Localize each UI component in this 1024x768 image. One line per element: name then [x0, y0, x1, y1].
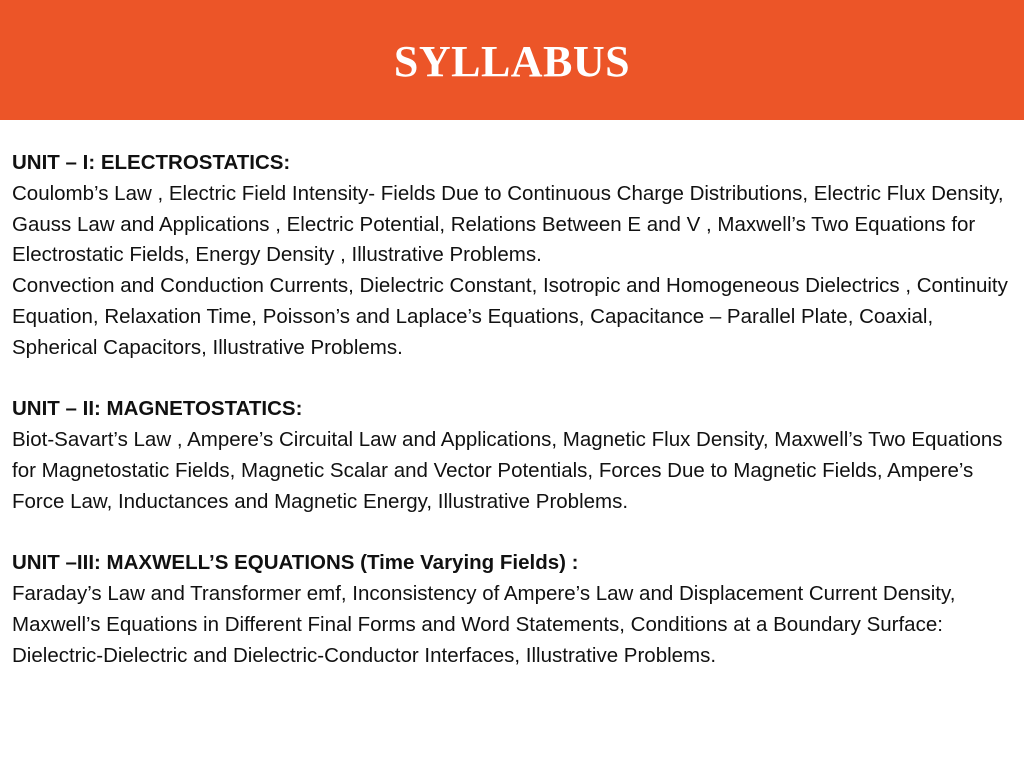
title-banner [0, 0, 1024, 120]
unit-3-title: UNIT –III: MAXWELL’S EQUATIONS (Time Varying Fields) : [12, 551, 579, 575]
slide-title: SYLLABUS [393, 37, 631, 86]
unit-3-paragraph-1: Faraday’s Law and Transformer emf, Inconsistency of Ampere’s Law and Displacement Current Density, Maxwell’s Equations in Different Final Forms and Word Statements, Conditions at a Boundary Surface: Dielectric-Dielectric and Dielectric-Conductor Interfaces, Illustrative Problems. [12, 582, 956, 667]
unit-1-paragraph-2: Convection and Conduction Currents, Dielectric Constant, Isotropic and Homogeneous Dielectrics , Continuity Equation, Relaxation Time, Poisson’s and Laplace’s Equations, Capacitance – Parallel Plate, Coaxial, Spherical Capacitors, Illustrative Problems. [12, 274, 1008, 359]
syllabus-content [12, 148, 1012, 702]
unit-1-title: UNIT – I: ELECTROSTATICS: [12, 151, 291, 174]
unit-1-paragraph-1: Coulomb’s Law , Electric Field Intensity- Fields Due to Continuous Charge Distributions, Electric Flux Density, Gauss Law and Applications , Electric Potential, Relations Between E and V , Maxwell’s Two Equations for Electrostatic Fields, Energy Density , Illustrative Problems. [12, 181, 1004, 267]
unit-2-title: UNIT – II: MAGNETOSTATICS: [12, 397, 303, 421]
unit-2-section [12, 394, 1012, 517]
unit-2-paragraph-1: Biot-Savart’s Law , Ampere’s Circuital Law and Applications, Magnetic Flux Density, Maxwell’s Two Equations for Magnetostatic Fields, Magnetic Scalar and Vector Potentials, Forces Due to Magnetic Fields, Ampere’s Force Law, Inductances and Magnetic Energy, Illustrative Problems. [12, 428, 1003, 513]
unit-1-section [12, 148, 1012, 364]
unit-3-section [12, 548, 1012, 671]
